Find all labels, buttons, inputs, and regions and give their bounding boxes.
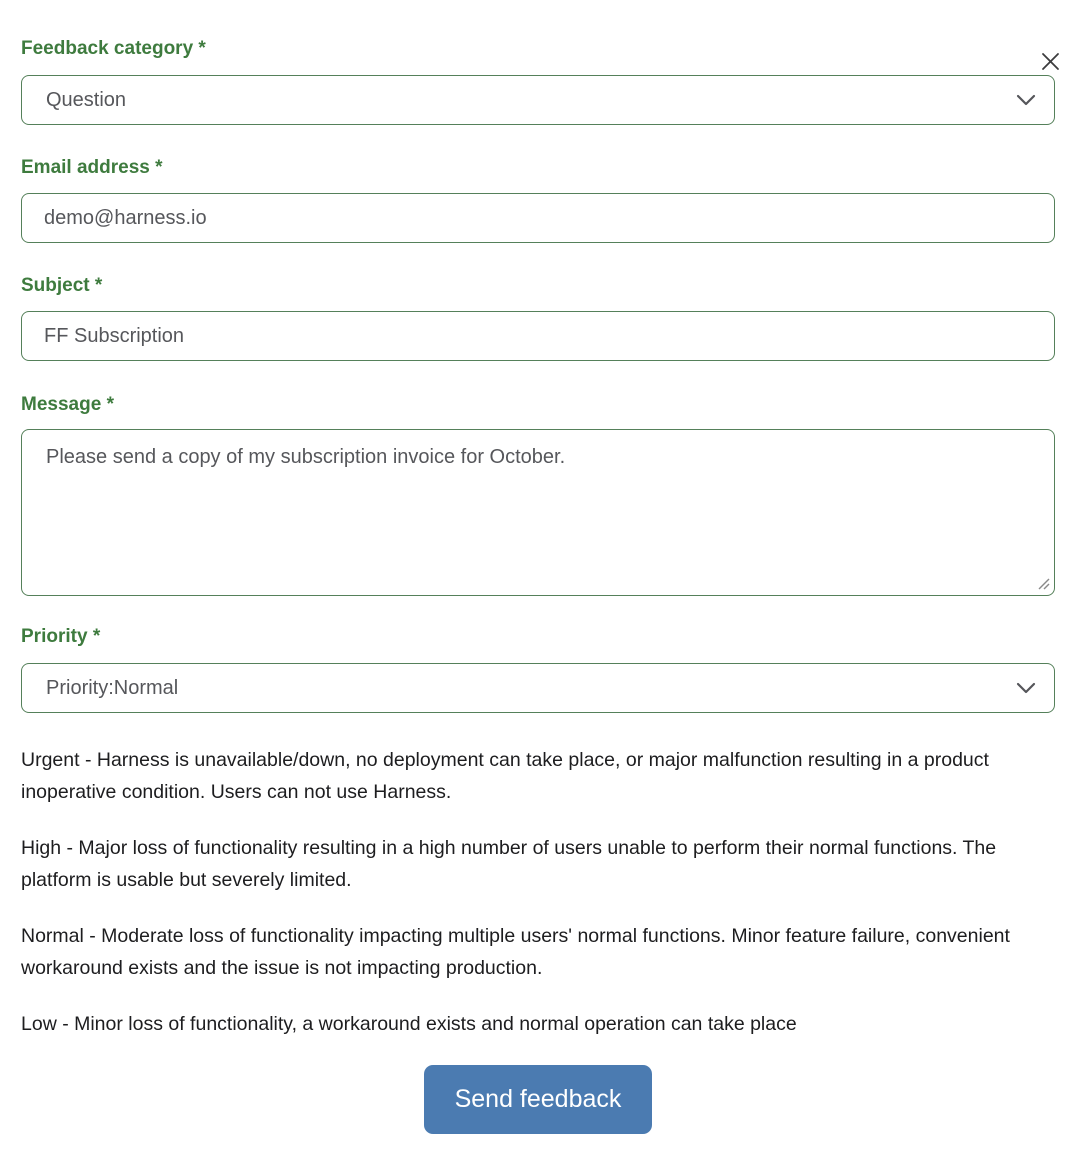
priority-description-urgent: Urgent - Harness is unavailable/down, no deployment can take place, or major malfunction resulting in a product inoperative condition. Users can not use Harness. — [21, 749, 989, 803]
required-asterisk: * — [155, 157, 163, 178]
required-asterisk: * — [94, 275, 103, 296]
feedback-form — [0, 38, 1076, 1134]
message-label-text: Message — [21, 394, 102, 415]
required-asterisk: * — [106, 394, 114, 415]
priority-description-high: High - Major loss of functionality resulting in a high number of users unable to perform their normal functions. The platform is usable but severely limited. — [21, 837, 997, 891]
required-asterisk: * — [92, 626, 101, 647]
email-label — [21, 157, 1055, 179]
send-feedback-button[interactable]: Send feedback — [424, 1065, 653, 1134]
email-label-text: Email address — [21, 157, 150, 178]
priority-value: Priority:Normal — [46, 676, 179, 699]
message-label — [21, 394, 1055, 416]
feedback-category-label — [21, 38, 1055, 60]
subject-input[interactable] — [21, 311, 1055, 361]
message-textarea[interactable] — [21, 429, 1055, 596]
chevron-down-icon — [1016, 94, 1036, 106]
required-asterisk: * — [198, 38, 206, 59]
feedback-category-label-text: Feedback category — [21, 38, 194, 59]
priority-description-low: Low - Minor loss of functionality, a workaround exists and normal operation can take place — [21, 1013, 797, 1035]
subject-label — [21, 275, 1055, 297]
feedback-category-select[interactable] — [21, 75, 1055, 125]
chevron-down-icon — [1016, 682, 1036, 694]
priority-select[interactable] — [21, 663, 1055, 713]
priority-label-text: Priority — [21, 626, 88, 647]
subject-label-text: Subject — [21, 275, 90, 296]
priority-label — [21, 626, 1055, 648]
email-input[interactable] — [21, 193, 1055, 243]
priority-description-normal: Normal - Moderate loss of functionality impacting multiple users' normal functions. Minor feature failure, convenient workaround exists and the issue is not impacting production. — [21, 925, 1010, 979]
feedback-category-value: Question — [46, 88, 127, 111]
message-textarea-wrap — [21, 429, 1055, 596]
